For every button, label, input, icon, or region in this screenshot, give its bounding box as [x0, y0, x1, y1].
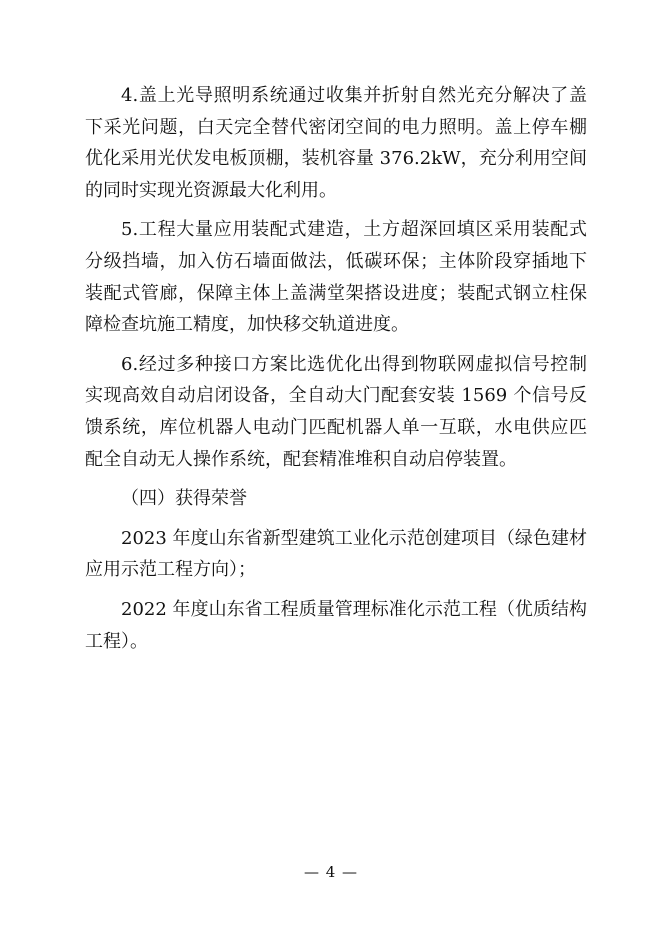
page-number: — 4 — — [303, 863, 359, 881]
document-body — [85, 80, 587, 665]
honor-item-2023: 2023 年度山东省新型建筑工业化示范创建项目（绿色建材应用示范工程方向）； — [85, 527, 587, 581]
paragraph-light-guide-lighting: 4.盖上光导照明系统通过收集并折射自然光充分解决了盖下采光问题，白天完全替代密闭空间的电力照明。盖上停车棚优化采用光伏发电板顶棚，装机容量 376.2kW，充分利用空间的同时实现光资源最大化利用。 — [85, 85, 587, 201]
section-heading-honors: （四）获得荣誉 — [121, 488, 247, 510]
paragraph-prefabricated-construction: 5.工程大量应用装配式建造，土方超深回填区采用装配式分级挡墙，加入仿石墙面做法，低碳环保；主体阶段穿插地下装配式管廊，保障主体上盖满堂架搭设进度；装配式钢立柱保障检查坑施工精度，加快移交轨道进度。 — [85, 219, 587, 336]
paragraph-iot-signal-control: 6.经过多种接口方案比选优化出得到物联网虚拟信号控制实现高效自动启闭设备，全自动大门配套安装 1569 个信号反馈系统，库位机器人电动门匹配机器人单一互联，水电供应匹配全自动无人操作系统，配套精准堆积自动启停装置。 — [85, 353, 587, 470]
honor-item-2022: 2022 年度山东省工程质量管理标准化示范工程（优质结构工程）。 — [85, 598, 587, 652]
